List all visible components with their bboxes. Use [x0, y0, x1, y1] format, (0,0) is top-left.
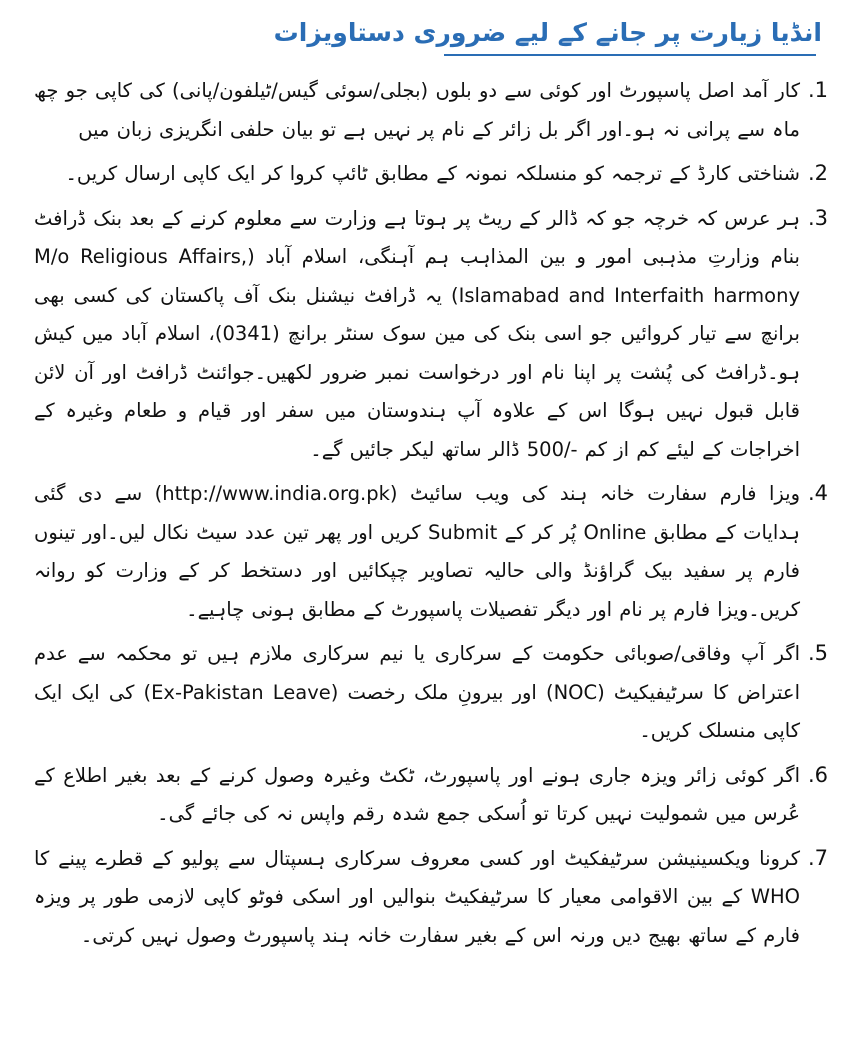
item-number: .1	[808, 78, 829, 102]
item-text: کار آمد اصل پاسپورٹ اور کوئی سے دو بلوں (بجلی/سوئی گیس/ٹیلفون/پانی) کی کاپی جو چھ ماہ سے پرانی نہ ہو۔اور اگر بل زائر کے نام پر نہیں ہے تو بیان حلفی انگریزی زبان میں	[34, 79, 800, 141]
item-text: اگر کوئی زائر ویزہ جاری ہونے اور پاسپورٹ، ٹکٹ وغیرہ وصول کرنے کے بعد بغیر اطلاع کے عُرس میں شمولیت نہیں کرتا تو اُسکی جمع شدہ رقم واپس نہ کی جائے گی۔	[34, 763, 800, 825]
item-number: .4	[808, 481, 829, 505]
list-item-4	[34, 475, 834, 629]
item-text: کرونا ویکسینیشن سرٹیفکیٹ اور کسی معروف سرکاری ہسپتال سے پولیو کے قطرے پینے کا WHO کے بین الاقوامی معیار کا سرٹیفکیٹ بنوالیں اور اسکی فوٹو کاپی لازمی طور پر ویزہ فارم کے ساتھ بھیج دیں ورنہ اس کے بغیر سفارت خانہ ہند پاسپورٹ وصول نہیں کرتی۔	[34, 846, 800, 947]
item-number: .2	[808, 161, 829, 185]
item-number: .7	[808, 845, 829, 870]
item-number: .3	[808, 205, 829, 230]
item-number: .6	[808, 762, 829, 787]
item-number: .5	[808, 641, 829, 665]
list-item-6	[34, 757, 834, 834]
page-title: انڈیا زیارت پر جانے کے لیے ضروری دستاویزات	[273, 18, 822, 47]
requirements-list	[34, 72, 834, 961]
item-text: ویزا فارم سفارت خانہ ہند کی ویب سائیٹ (http://www.india.org.pk) سے دی گئی ہدایات کے مطابق Online پُر کر کے Submit کریں اور پھر تین عدد سیٹ نکال لیں۔اور تینوں فارم پر سفید بیک گراؤنڈ والی حالیہ تصاویر چپکائیں اور دستخط کر کے وزارت کو روانہ کریں۔ویزا فارم پر نام اور دیگر تفصیلات پاسپورٹ کے مطابق ہونی چاہیے۔	[34, 482, 800, 621]
list-item-5	[34, 635, 834, 751]
item-text: ہر عرس کہ خرچہ جو کہ ڈالر کے ریٹ پر ہوتا ہے وزارت سے معلوم کرنے کے بعد بنک ڈرافٹ بنام وزارتِ مذہبی امور و بین المذاہب ہم آہنگی، اسلام آباد (M/o Religious Affairs, Islamabad and Interfaith harmony) یہ ڈرافٹ نیشنل بنک آف پاکستان کی کسی بھی برانچ سے تیار کروائیں جو اسی بنک کی مین سوک سنٹر برانچ (0341)، اسلام آباد میں کیش ہو۔ڈرافٹ کی پُشت پر اپنا نام اور درخواست نمبر ضرور لکھیں۔جوائنٹ ڈرافٹ اور آن لائن قابل قبول نہیں ہوگا اس کے علاوہ آپ ہندوستان میں سفر اور قیام و طعام وغیرہ کے اخراجات کے لیئے کم از کم -/500 ڈالر ساتھ لیکر جائیں گے۔	[34, 206, 800, 461]
list-item-3	[34, 200, 834, 470]
item-text: شناختی کارڈ کے ترجمہ کو منسلکہ نمونہ کے مطابق ٹائپ کروا کر ایک کاپی ارسال کریں۔	[65, 162, 800, 185]
item-text: اگر آپ وفاقی/صوبائی حکومت کے سرکاری یا نیم سرکاری ملازم ہیں تو محکمہ سے عدم اعتراض کا سرٹیفیکیٹ (NOC) اور بیرونِ ملک رخصت (Ex-Pakistan Leave) کی ایک ایک کاپی منسلک کریں۔	[34, 642, 800, 742]
title-underline	[444, 54, 816, 56]
list-item-7	[34, 840, 834, 956]
list-item-1	[34, 72, 834, 149]
list-item-2	[34, 155, 834, 194]
